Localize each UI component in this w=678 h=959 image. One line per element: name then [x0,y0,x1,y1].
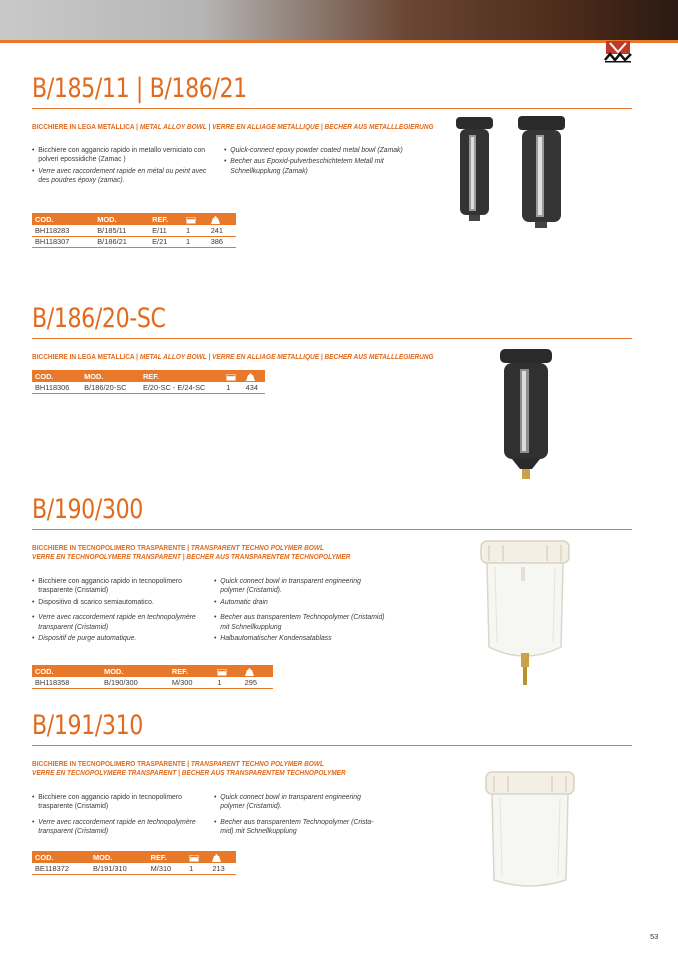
bullets-right [214,792,385,838]
cell-mod: B/190/300 [101,677,169,688]
header-cod: COD. [32,370,81,382]
metal-bowl-image-small [452,113,497,223]
section-subtitle: BICCHIERE IN LEGA METALLICA | METAL ALLOY BOWL | VERRE EN ALLIAGE METALLIQUE | BECHER AUS METALLLEGIERUNG [32,122,434,131]
section-title: B/190/300 [32,494,143,525]
bullet-item: • Becher aus Epoxid-pulverbeschichtetem Metall mit Schnellkupplung (Zamak) [224,156,404,175]
bullets-left [32,576,212,644]
cell-weight: 295 [242,677,273,688]
bullet-item: • Bicchiere con aggancio rapido in tecnopolimero trasparente (Cristamid) [32,792,212,811]
section-subtitle: BICCHIERE IN LEGA METALLICA | METAL ALLOY BOWL | VERRE EN ALLIAGE METALLIQUE | BECHER AUS METALLLEGIERUNG [32,352,434,361]
metal-bowl-drain-image [496,347,556,482]
code-table [32,370,265,394]
bullet-item: • Verre avec raccordement rapide en technopolymère transparent (Cristamid) [32,612,212,631]
table-header-row [32,665,273,677]
cell-weight: 434 [243,382,265,393]
code-table [32,851,236,875]
metal-bowl-image-large [514,113,569,231]
package-icon [214,665,241,677]
table-row [32,863,236,874]
table-header-row [32,851,236,863]
brand-logo-icon [603,40,633,64]
cell-mod: B/186/20-SC [81,382,140,393]
header-mod: MOD. [90,851,148,863]
cell-mod: B/185/11 [94,225,149,236]
section-rule [32,108,632,109]
section-title: B/185/11 | B/186/21 [32,73,247,104]
table-row [32,225,236,236]
header-cod: COD. [32,213,94,225]
weight-icon [209,851,236,863]
table-row [32,677,273,688]
header-mod: MOD. [81,370,140,382]
cell-ref: M/310 [148,863,187,874]
bullets-right [214,576,385,644]
cell-cod: BE118372 [32,863,90,874]
section-title: B/191/310 [32,710,143,741]
cell-ref: E/21 [149,236,183,247]
table-header-row [32,213,236,225]
header-mod: MOD. [94,213,149,225]
bullet-item: • Verre avec raccordement rapide en métal ou peint avec des poudres époxy (zamac). [32,166,212,185]
cell-weight: 386 [208,236,236,247]
bullet-item: • Bicchiere con aggancio rapido in metallo verniciato con polveri epossidiche (Zamac ) [32,145,212,164]
bullets-left [32,145,212,187]
cell-cod: BH118306 [32,382,81,393]
section-rule [32,338,632,339]
section-title: B/186/20-SC [32,303,166,334]
bullet-item: • Dispositif de purge automatique. [32,633,212,642]
top-banner [0,0,678,40]
bullet-item: • Becher aus transparentem Technopolymer (Crista-mid) mit Schnellkupplung [214,817,385,836]
cell-qty: 1 [183,236,208,247]
table-row [32,382,265,393]
cell-ref: E/20-SC - E/24-SC [140,382,223,393]
section-subtitle: BICCHIERE IN TECNOPOLIMERO TRASPARENTE | TRANSPARENT TECHNO POLYMER BOWL VERRE EN TECHNOPOLYMERE TRANSPARENT | BECHER AUS TRANSPARENTEM TECHNOPOLYMER [32,543,351,561]
cell-ref: E/11 [149,225,183,236]
cell-cod: BH118307 [32,236,94,247]
package-icon [223,370,242,382]
cell-qty: 1 [186,863,209,874]
weight-icon [208,213,236,225]
header-ref: REF. [140,370,223,382]
bullet-item: • Becher aus transparentem Technopolymer (Cristamid) mit Schnellkupplung [214,612,385,631]
bullet-item: • Bicchiere con aggancio rapido in tecnopolimero trasparente (Cristamid) [32,576,212,595]
cell-weight: 213 [209,863,236,874]
header-cod: COD. [32,665,101,677]
header-cod: COD. [32,851,90,863]
bullet-item: • Verre avec raccordement rapide en technopolymère transparent (Cristamid) [32,817,212,836]
header-rule [0,40,678,43]
bullet-item: • Dispositivo di scarico semiautomatico. [32,597,212,606]
cell-weight: 241 [208,225,236,236]
cell-cod: BH118283 [32,225,94,236]
package-icon [183,213,208,225]
cell-mod: B/186/21 [94,236,149,247]
code-table [32,665,273,689]
cell-ref: M/300 [169,677,214,688]
cell-qty: 1 [183,225,208,236]
header-mod: MOD. [101,665,169,677]
cell-qty: 1 [223,382,242,393]
table-row [32,236,236,247]
bullet-item: • Quick connect bowl in transparent engineering polymer (Cristamid). [214,576,385,595]
cell-qty: 1 [214,677,241,688]
bullet-item: • Automatic drain [214,597,385,606]
code-table [32,213,236,248]
weight-icon [242,665,273,677]
section-rule [32,529,632,530]
section-subtitle: BICCHIERE IN TECNOPOLIMERO TRASPARENTE | TRANSPARENT TECHNO POLYMER BOWL VERRE EN TECNOPOLYMERE TRANSPARENT | BECHER AUS TRANSPARENTEM TECHNOPOLYMER [32,759,346,777]
header-ref: REF. [148,851,187,863]
bullets-right [224,145,404,177]
bullet-item: • Quick connect bowl in transparent engineering polymer (Cristamid). [214,792,385,811]
weight-icon [243,370,265,382]
transparent-bowl-image [482,768,578,893]
package-icon [186,851,209,863]
header-ref: REF. [169,665,214,677]
bullet-item: • Halbautomatischer Kondensatablass [214,633,385,642]
bullet-item: • Quick-connect epoxy powder coated metal bowl (Zamak) [224,145,404,154]
page-number: 53 [650,932,659,941]
header-ref: REF. [149,213,183,225]
bullets-left [32,792,212,838]
cell-cod: BH118358 [32,677,101,688]
table-header-row [32,370,265,382]
section-rule [32,745,632,746]
cell-mod: B/191/310 [90,863,148,874]
transparent-bowl-drain-image [475,537,575,692]
